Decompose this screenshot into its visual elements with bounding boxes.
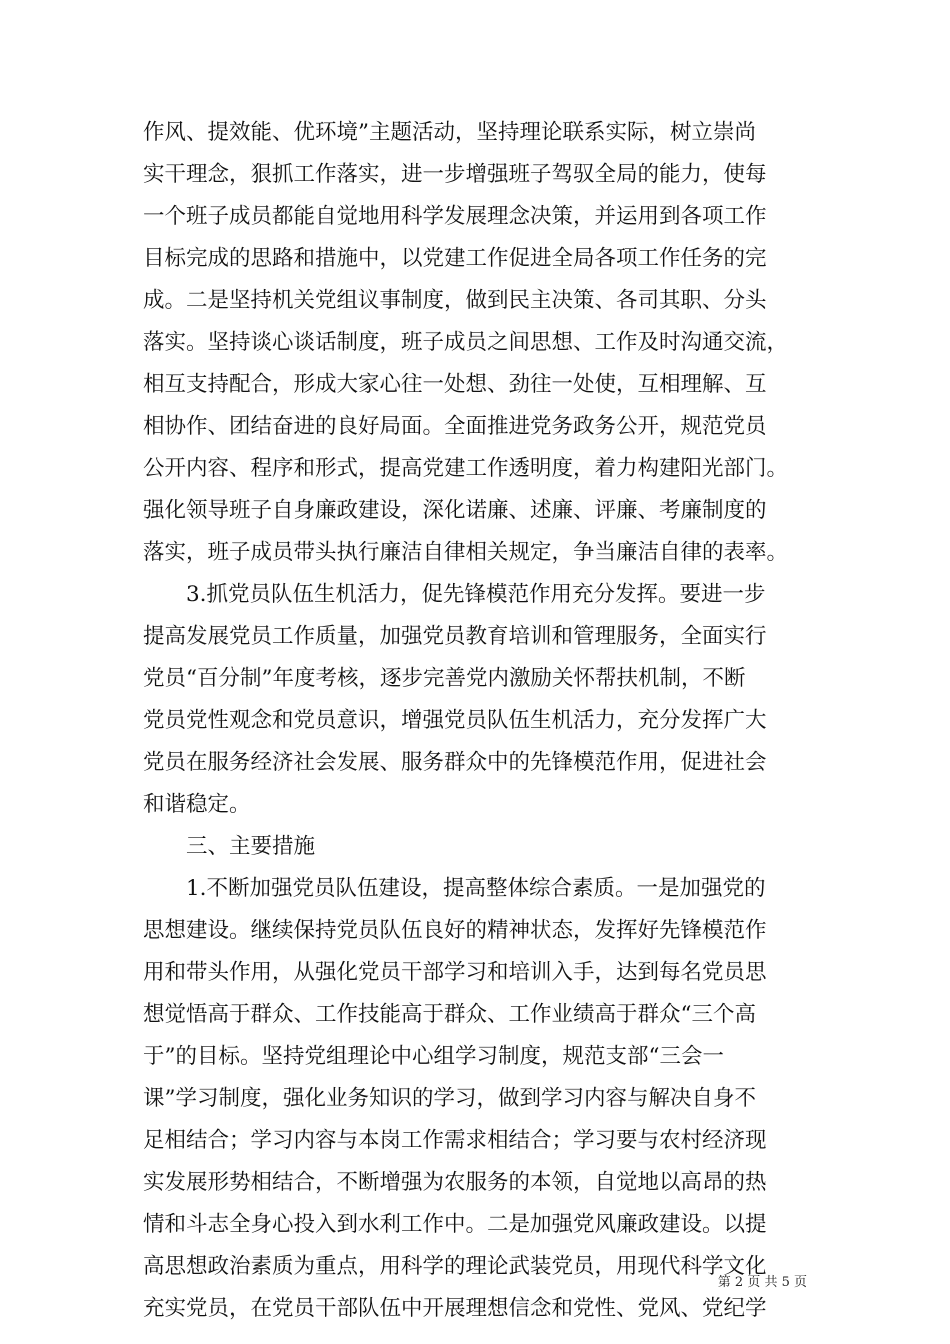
text-line: 党员党性观念和党员意识，增强党员队伍生机活力，充分发挥广大	[143, 708, 767, 733]
paragraph-first-line: 1.不断加强党员队伍建设，提高整体综合素质。一是加强党的	[186, 876, 766, 901]
text-line: 作风、提效能、优环境”主题活动，坚持理论联系实际，树立崇尚	[143, 120, 756, 145]
text-line: 高思想政治素质为重点，用科学的理论武装党员，用现代科学文化	[143, 1254, 767, 1279]
text-line: 想觉悟高于群众、工作技能高于群众、工作业绩高于群众“三个高	[143, 1002, 756, 1027]
text-line: 于”的目标。坚持党组理论中心组学习制度，规范支部“三会一	[143, 1044, 724, 1069]
text-line: 情和斗志全身心投入到水利工作中。二是加强党风廉政建设。以提	[143, 1212, 767, 1237]
text-line: 提高发展党员工作质量，加强党员教育培训和管理服务，全面实行	[143, 624, 767, 649]
text-line: 用和带头作用，从强化党员干部学习和培训入手，达到每名党员思	[143, 960, 767, 985]
text-line: 成。二是坚持机关党组议事制度，做到民主决策、各司其职、分头	[143, 288, 767, 313]
paragraph-first-line: 3.抓党员队伍生机活力，促先锋模范作用充分发挥。要进一步	[186, 582, 766, 607]
text-line: 目标完成的思路和措施中，以党建工作促进全局各项工作任务的完	[143, 246, 767, 271]
text-line: 相协作、团结奋进的良好局面。全面推进党务政务公开，规范党员	[143, 414, 767, 439]
text-line: 课”学习制度，强化业务知识的学习，做到学习内容与解决自身不	[143, 1086, 756, 1111]
section-heading: 三、主要措施	[186, 834, 316, 859]
text-line: 充实党员，在党员干部队伍中开展理想信念和党性、党风、党纪学	[143, 1296, 767, 1321]
text-line: 落实。坚持谈心谈话制度，班子成员之间思想、工作及时沟通交流，	[143, 330, 789, 355]
text-line: 落实，班子成员带头执行廉洁自律相关规定，争当廉洁自律的表率。	[143, 540, 789, 565]
text-line: 党员在服务经济社会发展、服务群众中的先锋模范作用，促进社会	[143, 750, 767, 775]
text-line: 和谐稳定。	[143, 792, 251, 817]
text-line: 一个班子成员都能自觉地用科学发展理念决策，并运用到各项工作	[143, 204, 767, 229]
text-line: 相互支持配合，形成大家心往一处想、劲往一处使，互相理解、互	[143, 372, 767, 397]
text-line: 思想建设。继续保持党员队伍良好的精神状态，发挥好先锋模范作	[143, 918, 767, 943]
text-line: 实干理念，狠抓工作落实，进一步增强班子驾驭全局的能力，使每	[143, 162, 767, 187]
page-number: 第 2 页 共 5 页	[717, 1275, 807, 1290]
text-line: 足相结合；学习内容与本岗工作需求相结合；学习要与农村经济现	[143, 1128, 767, 1153]
text-line: 强化领导班子自身廉政建设，深化诺廉、述廉、评廉、考廉制度的	[143, 498, 767, 523]
text-line: 实发展形势相结合，不断增强为农服务的本领，自觉地以高昂的热	[143, 1170, 767, 1195]
text-line: 公开内容、程序和形式，提高党建工作透明度，着力构建阳光部门。	[143, 456, 789, 481]
text-line: 党员“百分制”年度考核，逐步完善党内激励关怀帮扶机制，不断	[143, 666, 746, 691]
